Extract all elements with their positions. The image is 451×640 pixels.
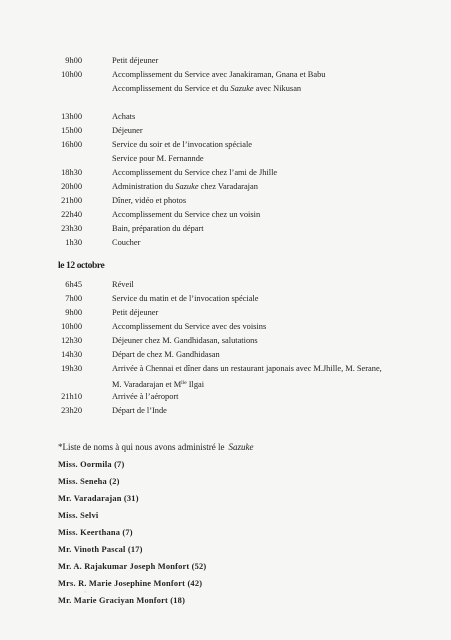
schedule-description: Coucher [112, 238, 141, 247]
name-item: Mr. Marie Graciyan Monfort (18) [58, 596, 186, 605]
schedule-description: Arrivée à l’aéroport [112, 392, 179, 401]
superscript: lle [181, 380, 187, 386]
description-text: chez Varadarajan [200, 182, 258, 191]
faint-mark-icon: ◦ [84, 588, 87, 596]
schedule-time: 13h00 [61, 112, 82, 121]
schedule-time: 10h00 [61, 70, 82, 79]
name-item: Mrs. R. Marie Josephine Monfort (42) [58, 579, 203, 588]
schedule-description: Achats [112, 112, 136, 121]
list-title-text: *Liste de noms à qui nous avons administré le [58, 442, 225, 452]
schedule-description [112, 180, 258, 194]
description-text: Accomplissement du Service et du [112, 84, 229, 93]
schedule-time: 23h20 [61, 406, 82, 415]
sazuke-term: Sazuke [175, 182, 199, 191]
schedule-time: 16h00 [61, 140, 82, 149]
schedule-time: 19h30 [61, 364, 82, 373]
schedule-time: 22h40 [61, 210, 82, 219]
schedule-description: Service du soir et de l’invocation spéciale [112, 140, 252, 149]
schedule-time: 9h00 [65, 56, 82, 65]
schedule-description: Bain, préparation du départ [112, 224, 204, 233]
description-text: avec Nikusan [255, 84, 302, 93]
schedule-description: Départ de l’Inde [112, 406, 167, 415]
name-item: Miss. Seneha (2) [58, 477, 120, 486]
name-item: Miss. Selvi [58, 511, 99, 520]
schedule-description: Petit déjeuner [112, 56, 159, 65]
names-list-title [58, 442, 253, 452]
description-text: Ilgai [188, 380, 205, 389]
sazuke-term: Sazuke [230, 84, 254, 93]
date-heading: le 12 octobre [58, 261, 105, 271]
description-text: M. Varadarajan et M [112, 380, 182, 389]
schedule-time: 21h10 [61, 392, 82, 401]
schedule-time: 6h45 [65, 280, 82, 289]
schedule-description: Dîner, vidéo et photos [112, 196, 187, 205]
schedule-description: Départ de chez M. Gandhidasan [112, 350, 220, 359]
schedule-description: Service pour M. Fernannde [112, 154, 204, 163]
schedule-description: Accomplissement du Service chez l’ami de Jhille [112, 168, 278, 177]
schedule-description: Service du matin et de l’invocation spéciale [112, 294, 259, 303]
schedule-description: Accomplissement du Service avec Janakiraman, Gnana et Babu [112, 70, 326, 79]
description-text: Administration du [112, 182, 174, 191]
schedule-time: 14h30 [61, 350, 82, 359]
schedule-description [112, 82, 301, 96]
schedule-time: 7h00 [65, 294, 82, 303]
name-item: Miss. Oormila (7) [58, 460, 125, 469]
name-item: Mr. Varadarajan (31) [58, 494, 139, 503]
schedule-description: Déjeuner chez M. Gandhidasan, salutations [112, 336, 258, 345]
schedule-description: Accomplissement du Service chez un voisin [112, 210, 261, 219]
schedule-description: Déjeuner [112, 126, 143, 135]
schedule-time: 20h00 [61, 182, 82, 191]
name-item: Mr. Vinoth Pascal (17) [58, 545, 143, 554]
schedule-description: Petit déjeuner [112, 308, 159, 317]
sazuke-term: Sazuke [228, 442, 254, 452]
schedule-time: 10h00 [61, 322, 82, 331]
schedule-time: 23h30 [61, 224, 82, 233]
name-item: Miss. Keerthana (7) [58, 528, 133, 537]
schedule-description: Accomplissement du Service avec des voisins [112, 322, 267, 331]
schedule-time: 21h00 [61, 196, 82, 205]
schedule-description: Arrivée à Chennai et dîner dans un restaurant japonais avec M.Jhille, M. Serane, [112, 364, 382, 373]
schedule-time: 9h00 [65, 308, 82, 317]
schedule-time: 12h30 [61, 336, 82, 345]
schedule-description: Réveil [112, 280, 134, 289]
name-item: Mr. A. Rajakumar Joseph Monfort (52) [58, 562, 207, 571]
schedule-time: 18h30 [61, 168, 82, 177]
schedule-time: 1h30 [65, 238, 82, 247]
schedule-time: 15h00 [61, 126, 82, 135]
